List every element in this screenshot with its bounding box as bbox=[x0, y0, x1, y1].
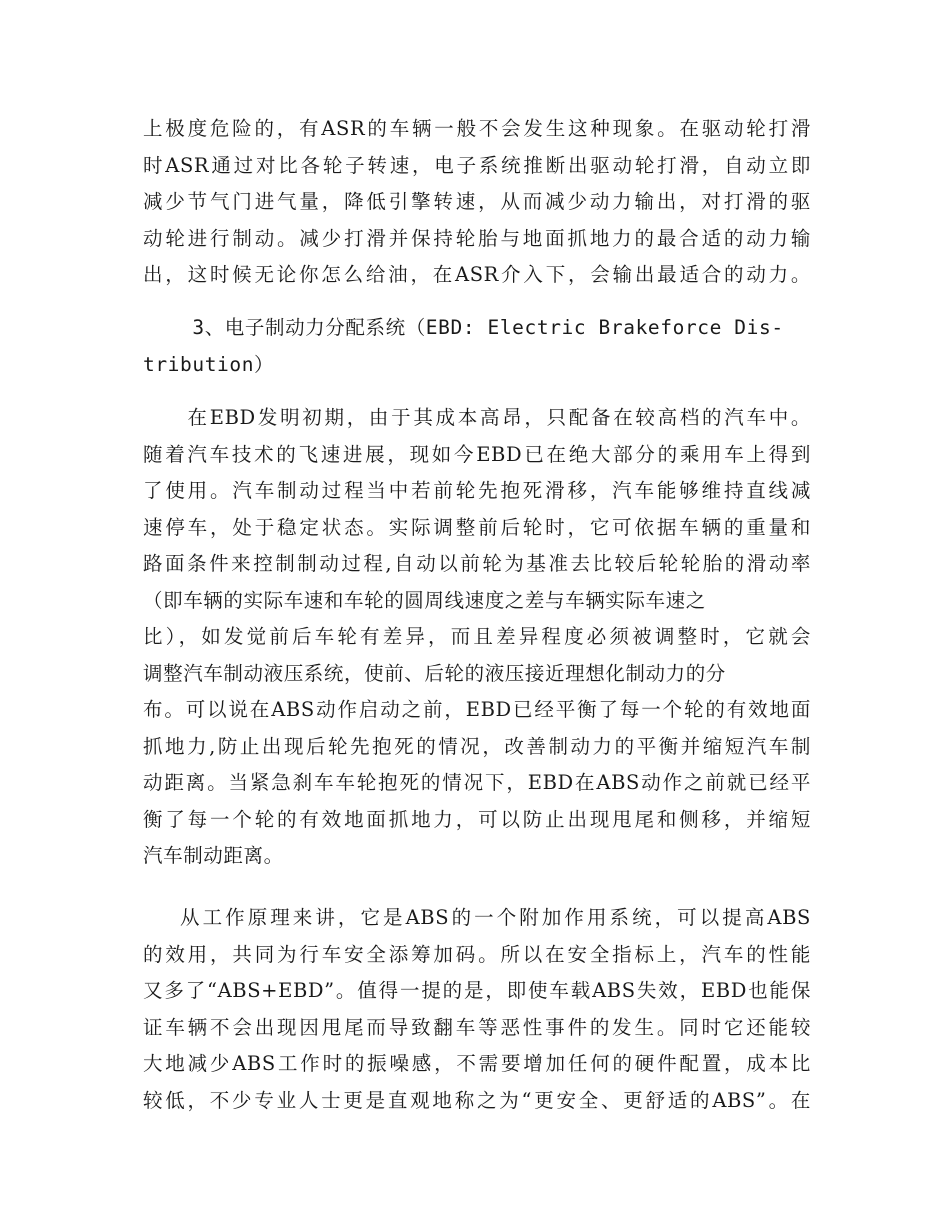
paragraph-ebd-principle bbox=[143, 900, 811, 1119]
text-line: 速停车，处于稳定状态。实际调整前后轮时，它可依据车辆的重量和 bbox=[143, 515, 811, 539]
heading-line: tribution） bbox=[143, 352, 275, 376]
text-line: 动距离。当紧急刹车车轮抱死的情况下，EBD在ABS动作之前就已经平 bbox=[143, 771, 811, 794]
text-line: 动轮进行制动。减少打滑并保持轮胎与地面抓地力的最合适的动力输 bbox=[143, 226, 811, 250]
text-line: 汽车制动距离。 bbox=[143, 844, 284, 867]
text-line: 出，这时候无论你怎么给油，在ASR介入下，会输出最适合的动力。 bbox=[143, 263, 811, 286]
text-line: 抓地力,防止出现后轮先抱死的情况，改善制动力的平衡并缩短汽车制 bbox=[143, 734, 811, 758]
text-line: 调整汽车制动液压系统，使前、后轮的液压接近理想化制动力的分 bbox=[143, 661, 726, 685]
text-line: 从工作原理来讲，它是ABS的一个附加作用系统，可以提高ABS bbox=[143, 906, 811, 929]
heading-line: 3、电子制动力分配系统（EBD: Electric Brakeforce Dis- bbox=[143, 316, 784, 339]
text-line: 在EBD发明初期，由于其成本高昂，只配备在较高档的汽车中。 bbox=[143, 406, 811, 429]
text-line: 的效用，共同为行车安全添筹加码。所以在安全指标上，汽车的性能 bbox=[143, 942, 811, 966]
text-line: 大地减少ABS工作时的振噪感，不需要增加任何的硬件配置，成本比 bbox=[143, 1052, 811, 1075]
section-heading-ebd bbox=[143, 310, 811, 383]
text-line: （即车辆的实际车速和车轮的圆周线速度之差与车辆实际车速之 bbox=[143, 588, 706, 612]
text-line: 了使用。汽车制动过程当中若前轮先抱死滑移，汽车能够维持直线减 bbox=[143, 479, 811, 502]
text-line: 布。可以说在ABS动作启动之前，EBD已经平衡了每一个轮的有效地面 bbox=[143, 698, 811, 721]
text-line: 证车辆不会出现因甩尾而导致翻车等恶性事件的发生。同时它还能较 bbox=[143, 1015, 811, 1039]
text-line: 路面条件来控制制动过程,自动以前轮为基准去比较后轮轮胎的滑动率 bbox=[143, 552, 811, 575]
text-line: 衡了每一个轮的有效地面抓地力，可以防止出现甩尾和侧移，并缩短 bbox=[143, 807, 811, 831]
paragraph-asr bbox=[143, 111, 811, 294]
text-line: 随着汽车技术的飞速进展，现如今EBD已在绝大部分的乘用车上得到 bbox=[143, 442, 811, 466]
paragraph-ebd-intro bbox=[143, 400, 811, 875]
text-line: 较低，不少专业人士更是直观地称之为“更安全、更舒适的ABS”。在 bbox=[143, 1088, 811, 1112]
text-line: 上极度危险的，有ASR的车辆一般不会发生这种现象。在驱动轮打滑 bbox=[143, 117, 811, 140]
text-line: 比），如发觉前后车轮有差异，而且差异程度必须被调整时，它就会 bbox=[143, 625, 811, 648]
text-line: 时ASR通过对比各轮子转速，电子系统推断出驱动轮打滑，自动立即 bbox=[143, 153, 811, 177]
text-line: 又多了“ABS+EBD”。值得一提的是，即使车载ABS失效，EBD也能保 bbox=[143, 979, 811, 1002]
text-line: 减少节气门进气量，降低引擎转速，从而减少动力输出，对打滑的驱 bbox=[143, 190, 811, 213]
